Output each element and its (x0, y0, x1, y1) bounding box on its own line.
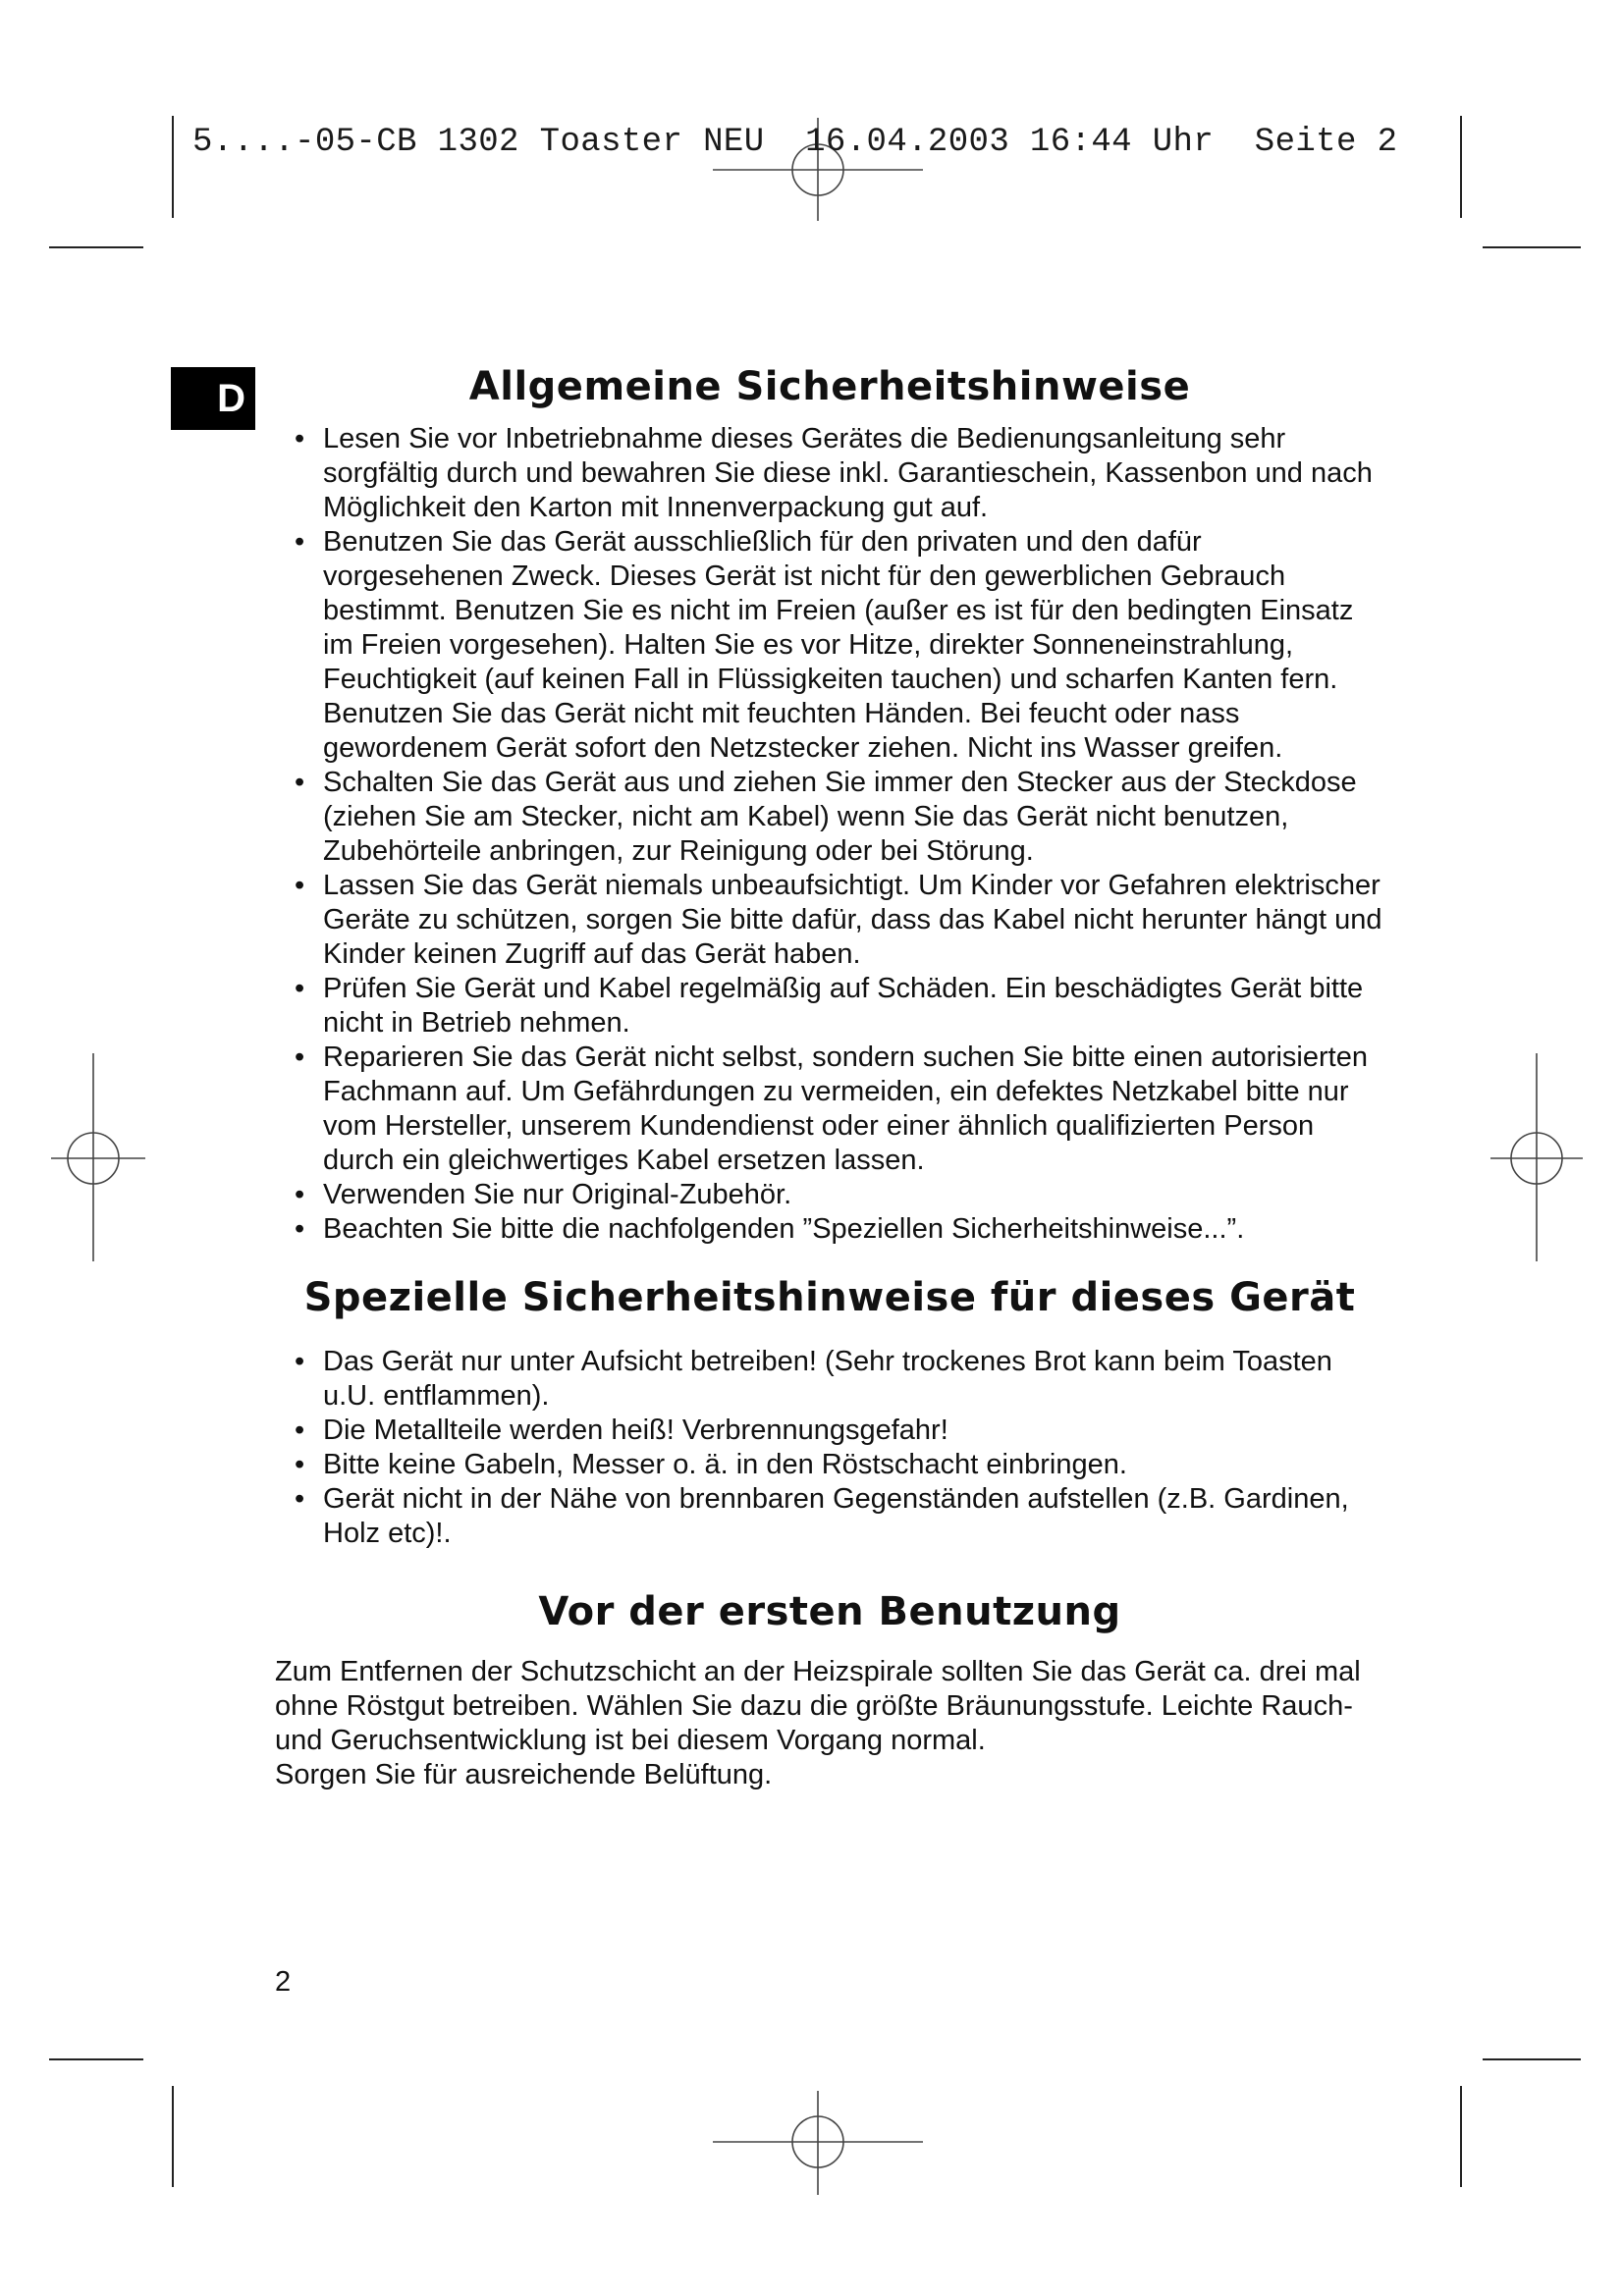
bullet-icon: • (295, 1483, 305, 1515)
bullet-icon: • (295, 1179, 305, 1210)
registration-mark-left (51, 1053, 145, 1261)
section-title: Spezielle Sicherheitshinweise für dieses Gerät (303, 1275, 1356, 1320)
bullet-icon: • (295, 1415, 305, 1446)
bullet-icon: • (295, 423, 305, 454)
paragraph: Zum Entfernen der Schutzschicht an der Heizspirale sollten Sie das Gerät ca. drei mal ohne Röstgut betreiben. Wählen Sie dazu die größte Bräunungsstufe. Leichte Rauch- und Geruchsentwicklung ist bei diesem Vorgang normal. (275, 1656, 1361, 1756)
bullet-list (275, 1345, 1384, 1551)
list-item: • Gerät nicht in der Nähe von brennbaren Gegenständen aufstellen (z.B. Gardinen, Holz etc)!. (295, 1483, 1349, 1549)
bullet-icon: • (295, 1346, 305, 1377)
print-job-header: 5....-05-CB 1302 Toaster NEU 16.04.2003 16:44 Uhr Seite 2 (192, 124, 1398, 161)
list-item: • Beachten Sie bitte die nachfolgenden ”Speziellen Sicherheitshinweise...”. (295, 1213, 1245, 1245)
section-device-safety (275, 1274, 1384, 1551)
language-tab: D (171, 367, 255, 430)
bullet-icon: • (295, 973, 305, 1004)
section-title: Allgemeine Sicherheitshinweise (468, 364, 1191, 409)
section-first-use (275, 1588, 1384, 1792)
bullet-icon: • (295, 1041, 305, 1073)
list-item: • Reparieren Sie das Gerät nicht selbst, sondern suchen Sie bitte einen autorisierten Fachmann auf. Um Gefährdungen zu vermeiden, ein defektes Netzkabel bitte nur vom Hersteller, unserem Kundendienst oder einer ähnlich qualifizierten Person durch ein gleichwertiges Kabel ersetzen lassen. (295, 1041, 1368, 1176)
bullet-icon: • (295, 1449, 305, 1480)
bullet-list (275, 422, 1384, 1247)
registration-mark-right (1490, 1053, 1583, 1261)
bullet-icon: • (295, 526, 305, 558)
list-item: • Schalten Sie das Gerät aus und ziehen Sie immer den Stecker aus der Steckdose (ziehen Sie am Stecker, nicht am Kabel) wenn Sie das Gerät nicht benutzen, Zubehörteile anbringen, zur Reinigung oder bei Störung. (295, 767, 1357, 867)
paragraph: Sorgen Sie für ausreichende Belüftung. (275, 1759, 773, 1790)
section-title: Vor der ersten Benutzung (538, 1589, 1121, 1634)
list-item: • Die Metallteile werden heiß! Verbrennungsgefahr! (295, 1415, 948, 1446)
bullet-icon: • (295, 870, 305, 901)
list-item: • Lesen Sie vor Inbetriebnahme dieses Gerätes die Bedienungsanleitung sehr sorgfältig durch und bewahren Sie diese inkl. Garantieschein, Kassenbon und nach Möglichkeit den Karton mit Innenverpackung gut auf. (295, 423, 1373, 523)
page-number: 2 (275, 1966, 292, 1998)
list-item: • Das Gerät nur unter Aufsicht betreiben! (Sehr trockenes Brot kann beim Toasten u.U. entflammen). (295, 1346, 1332, 1412)
list-item: • Prüfen Sie Gerät und Kabel regelmäßig auf Schäden. Ein beschädigtes Gerät bitte nicht in Betrieb nehmen. (295, 973, 1364, 1039)
bullet-icon: • (295, 1213, 305, 1245)
list-item: • Benutzen Sie das Gerät ausschließlich für den privaten und den dafür vorgesehenen Zweck. Dieses Gerät ist nicht für den gewerblichen Gebrauch bestimmt. Benutzen Sie es nicht im Freien (außer es ist für den bedingten Einsatz im Freien vorgesehen). Halten Sie es vor Hitze, direkter Sonneneinstrahlung, Feuchtigkeit (auf keinen Fall in Flüssigkeiten tauchen) und scharfen Kanten fern. Benutzen Sie das Gerät nicht mit feuchten Händen. Bei feucht oder nass gewordenem Gerät sofort den Netzstecker ziehen. Nicht ins Wasser greifen. (295, 526, 1354, 764)
list-item: • Bitte keine Gabeln, Messer o. ä. in den Röstschacht einbringen. (295, 1449, 1127, 1480)
list-item: • Lassen Sie das Gerät niemals unbeaufsichtigt. Um Kinder vor Gefahren elektrischer Geräte zu schützen, sorgen Sie bitte dafür, dass das Kabel nicht herunter hängt und Kinder keinen Zugriff auf das Gerät haben. (295, 870, 1382, 970)
registration-mark-bottom (713, 2091, 923, 2195)
section-general-safety (275, 363, 1384, 1247)
list-item: • Verwenden Sie nur Original-Zubehör. (295, 1179, 792, 1210)
manual-content (275, 363, 1384, 1792)
bullet-icon: • (295, 767, 305, 798)
